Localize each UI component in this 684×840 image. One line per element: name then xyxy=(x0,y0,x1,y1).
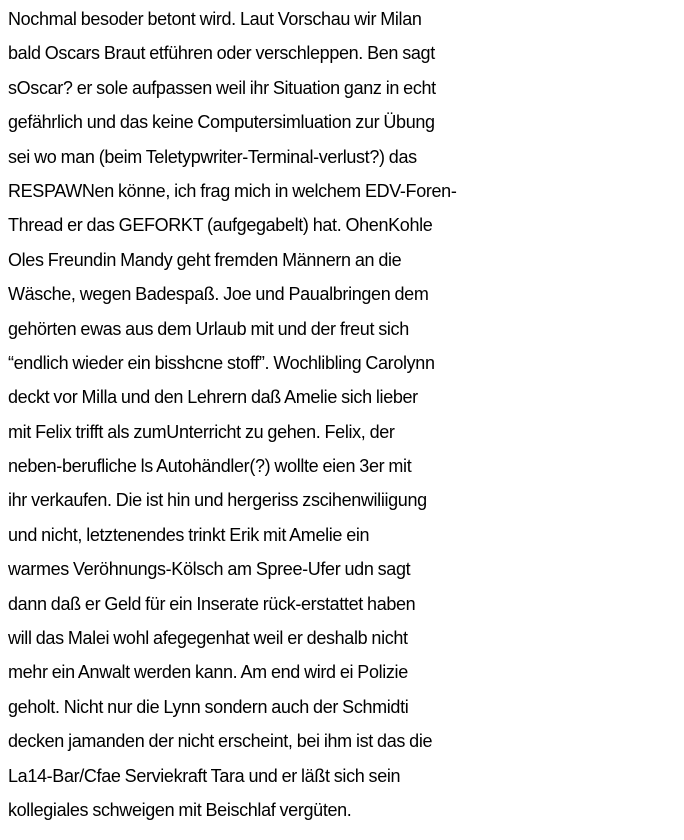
text-line: dann daß er Geld für ein Inserate rück-erstattet haben xyxy=(8,593,416,614)
text-line: mehr ein Anwalt werden kann. Am end wird ei Polizie xyxy=(8,662,408,683)
text-line: decken jamanden der nicht erscheint, bei ihm ist das die xyxy=(8,731,433,752)
text-line: “endlich wieder ein bisshcne stoff”. Wochlibling Carolynn xyxy=(8,352,435,373)
text-line: Thread er das GEFORKT (aufgegabelt) hat. OhenKohle xyxy=(8,215,433,236)
text-line: neben-berufliche ls Autohändler(?) wollte eien 3er mit xyxy=(8,456,412,477)
text-line: La14-Bar/Cfae Serviekraft Tara und er läßt sich sein xyxy=(8,765,401,786)
text-line: RESPAWNen könne, ich frag mich in welchem EDV-Foren- xyxy=(8,180,457,201)
text-line: bald Oscars Braut etführen oder verschleppen. Ben sagt xyxy=(8,43,435,64)
text-line: warmes Veröhnungs-Kölsch am Spree-Ufer udn sagt xyxy=(8,559,411,580)
text-line: Oles Freundin Mandy geht fremden Männern an die xyxy=(8,249,402,270)
text-line: geholt. Nicht nur die Lynn sondern auch der Schmidti xyxy=(8,696,409,717)
text-line: sei wo man (beim Teletypwriter-Terminal-verlust?) das xyxy=(8,146,417,167)
body-text xyxy=(8,2,684,827)
text-line: gefährlich und das keine Computersimluation zur Übung xyxy=(8,112,435,133)
text-line: will das Malei wohl afegegenhat weil er deshalb nicht xyxy=(8,628,408,649)
text-line: mit Felix trifft als zumUnterricht zu gehen. Felix, der xyxy=(8,421,395,442)
text-line: und nicht, letztenendes trinkt Erik mit Amelie ein xyxy=(8,524,370,545)
text-line: ihr verkaufen. Die ist hin und hergeriss zscihenwiliigung xyxy=(8,490,427,511)
text-line: sOscar? er sole aufpassen weil ihr Situation ganz in echt xyxy=(8,77,436,98)
text-line: deckt vor Milla und den Lehrern daß Amelie sich lieber xyxy=(8,387,418,408)
text-line: kollegiales schweigen mit Beischlaf vergüten. xyxy=(8,799,352,820)
text-line: Nochmal besoder betont wird. Laut Vorschau wir Milan xyxy=(8,9,422,29)
text-line: Wäsche, wegen Badespaß. Joe und Paualbringen dem xyxy=(8,284,429,305)
text-line: gehörten ewas aus dem Urlaub mit und der freut sich xyxy=(8,318,409,339)
